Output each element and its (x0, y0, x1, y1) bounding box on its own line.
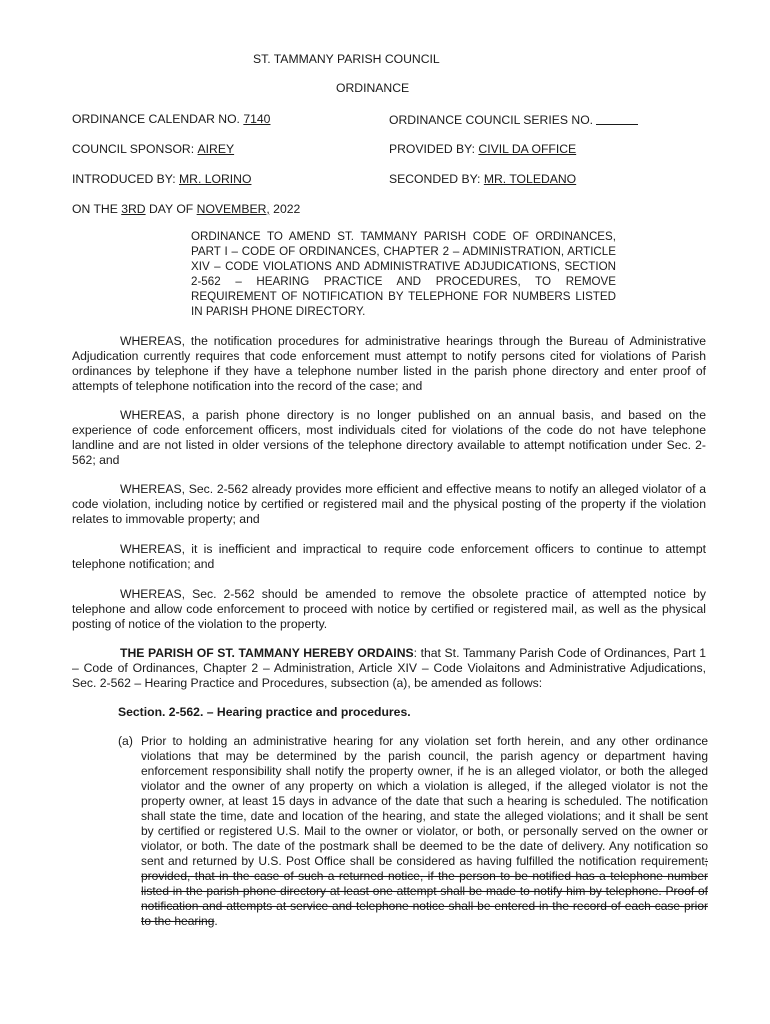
subsection-text: Prior to holding an administrative hearing for any violation set forth herein, and any other ordinance violations that may be determined by the parish council, the parish agency or department having enforcement responsibility shall notify the property owner, if he is an alleged violator, or both the alleged violator and the owner of any property on which a violation is alleged, if the alleged violator is not the property owner, at least 15 days in advance of the date that such a hearing is scheduled. The notification shall state the time, date and location of the hearing, and state the alleged violations; and it shall be sent by certified or registered U.S. Mail to the owner or violator, or both, or personally served on the owner or violator, or both. The date of the postmark shall be deemed to be the date of delivery. Any notification so sent and returned by U.S. Post Office shall be considered as having fulfilled the notification requirement (141, 734, 708, 868)
council-header: ST. TAMMANY PARISH COUNCIL (253, 52, 440, 66)
whereas-paragraph (72, 482, 706, 527)
date-mid: DAY OF (149, 202, 194, 216)
whereas-paragraph (72, 408, 706, 468)
introduced-by-field (72, 172, 251, 187)
series-number-field (389, 112, 638, 128)
sponsor-value: AIREY (197, 142, 235, 156)
whereas-text: WHEREAS, a parish phone directory is no longer published on an annual basis, and based on the experience of code enforcement officers, most individuals cited for violations of the code do not have telephone landline and are not listed in older versions of the telephone directory available to attempt notification under Sec. 2-562; and (72, 408, 706, 467)
provided-value: CIVIL DA OFFICE (478, 142, 577, 156)
whereas-text: WHEREAS, the notification procedures for administrative hearings through the Bureau of Administrative Adjudication currently requires that code enforcement must attempt to notify persons cited for violations of Parish ordinances by telephone if they have a telephone number listed in the parish phone directory and enter proof of attempts of telephone notification into the record of the case; and (72, 334, 706, 393)
calendar-number-field (72, 112, 283, 127)
whereas-text: WHEREAS, Sec. 2-562 already provides more efficient and effective means to notify an alleged violator of a code violation, including notice by certified or registered mail and the physical posting of the property if the violation relates to immovable property; and (72, 482, 706, 526)
subsection-end: . (214, 914, 218, 928)
provided-by-field (389, 142, 576, 157)
seconded-by-field (389, 172, 576, 187)
sponsor-field (72, 142, 293, 157)
whereas-paragraph (72, 334, 706, 394)
whereas-paragraph (72, 587, 706, 632)
subsection-body (141, 734, 708, 929)
ordinance-title: ORDINANCE TO AMEND ST. TAMMANY PARISH CODE OF ORDINANCES, PART I – CODE OF ORDINANCES, CHAPTER 2 – ADMINISTRATION, ARTICLE XIV – CODE VIOLATIONS AND ADMINISTRATIVE ADJUDICATIONS, SECTION 2-562 – HEARING PRACTICE AND PROCEDURES, TO REMOVE REQUIREMENT OF NOTIFICATION BY TELEPHONE FOR NUMBERS LISTED IN PARISH PHONE DIRECTORY. (191, 230, 616, 318)
ordains-lead: THE PARISH OF ST. TAMMANY HEREBY ORDAINS (120, 646, 414, 660)
series-label: ORDINANCE COUNCIL SERIES NO. (389, 113, 594, 127)
date-prefix: ON THE (72, 202, 118, 216)
section-heading: Section. 2-562. – Hearing practice and procedures. (118, 705, 411, 719)
document-type: ORDINANCE (336, 81, 410, 95)
whereas-paragraph (72, 542, 706, 572)
calendar-value: 7140 (243, 112, 271, 126)
introduced-label: INTRODUCED BY: (72, 172, 176, 186)
date-day: 3RD (121, 202, 146, 216)
provided-label: PROVIDED BY: (389, 142, 476, 156)
ordains-text: : that St. Tammany Parish Code of Ordinances, Part 1 – Code of Ordinances, Chapter 2 – Administration, Article XIV – Code Violaitons and Administrative Adjudications, Sec. 2-562 – Hearing Practice and Procedures, subsection (a), be amended as follows: (72, 646, 706, 690)
ordains-paragraph (72, 646, 706, 691)
seconded-value: MR. TOLEDANO (483, 172, 577, 186)
whereas-text: WHEREAS, it is inefficient and impractical to require code enforcement officers to continue to attempt telephone notification; and (72, 542, 706, 571)
date-line (72, 202, 300, 217)
date-year: 2022 (273, 202, 301, 216)
series-value (596, 112, 638, 125)
seconded-label: SECONDED BY: (389, 172, 481, 186)
date-month: NOVEMBER, (196, 202, 270, 216)
whereas-text: WHEREAS, Sec. 2-562 should be amended to remove the obsolete practice of attempted notice by telephone and allow code enforcement to proceed with notice by certified or registered mail, as well as the physical posting of notice of the violation to the property. (72, 587, 706, 631)
subsection-label: (a) (118, 734, 133, 748)
introduced-value: MR. LORINO (179, 172, 252, 186)
calendar-label: ORDINANCE CALENDAR NO. (72, 112, 240, 126)
struck-text: ; provided, that in the case of such a returned notice, if the person to be notified has a telephone number listed in the parish phone directory at least one attempt shall be made to notify him by telephone. Proof of notification and attempts at service and telephone notice shall be entered in the record of each case prior to the hearing (141, 854, 708, 928)
sponsor-label: COUNCIL SPONSOR: (72, 142, 195, 156)
